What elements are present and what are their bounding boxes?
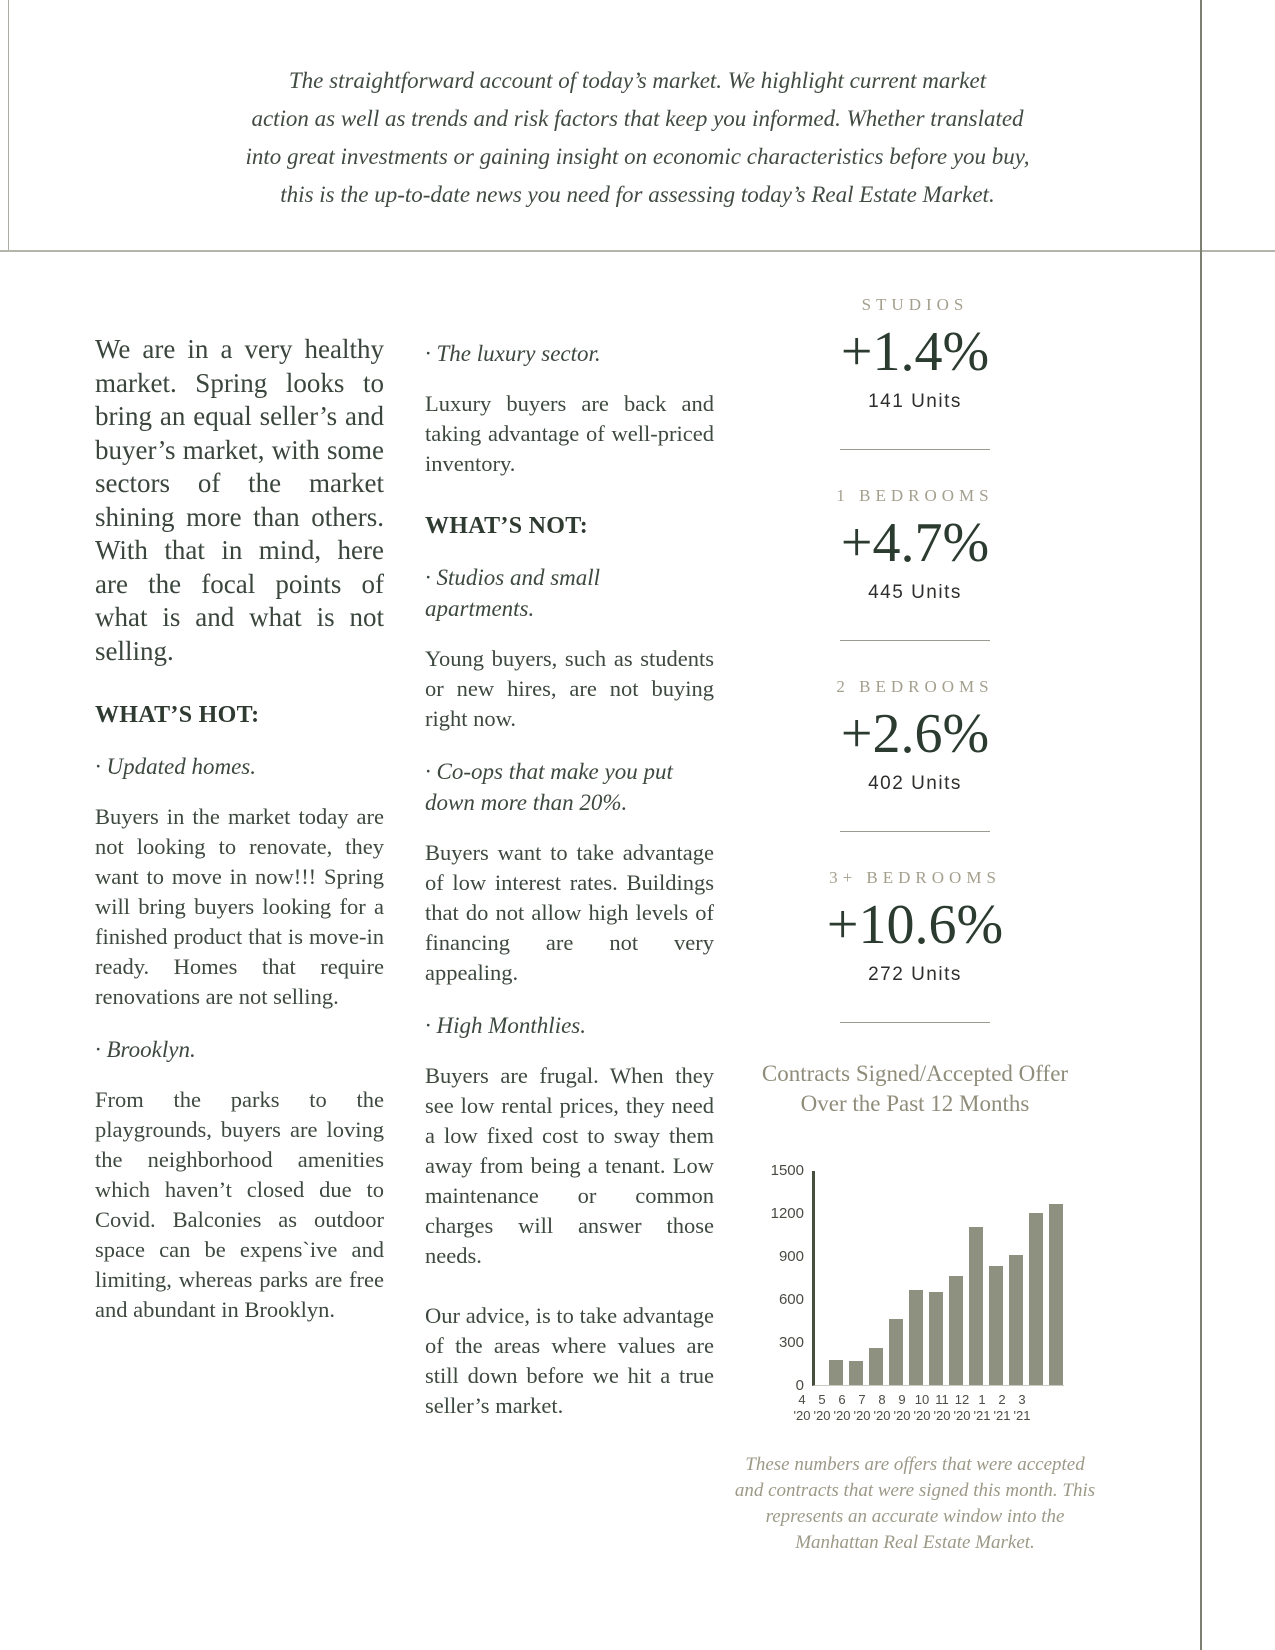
paragraph: From the parks to the playgrounds, buyers are loving the neighborhood amenities which haven’t closed due to Covid. Balconies as outdoor space can be expens`ive and limiting, whereas parks are free and abundant in Brooklyn. (95, 1087, 384, 1322)
bullet-high-monthlies: · High Monthlies. (425, 1013, 586, 1038)
stat-units: 272 Units (868, 964, 962, 985)
bar (909, 1290, 923, 1385)
chart-y-ticks (766, 1162, 812, 1394)
bar (849, 1361, 863, 1385)
stat-block-studios (732, 295, 1098, 413)
y-tick-label: 1500 (770, 1162, 804, 1179)
stat-percentage: +2.6% (840, 703, 990, 765)
x-tick-label: 9 '20 (893, 1392, 911, 1423)
intro-line: The straightforward account of today’s market. We highlight current market (288, 68, 987, 93)
bullet-updated-homes: · Updated homes. (95, 754, 256, 779)
x-tick-label: 10 '20 (913, 1392, 931, 1423)
bar (1009, 1255, 1023, 1385)
top-divider-rule (0, 250, 1275, 252)
paragraph: Buyers are frugal. When they see low rental prices, they need a low fixed cost to sway them away from being a tenant. Low maintenance or common charges will answer those needs. (425, 1063, 714, 1268)
divider (840, 449, 990, 450)
intro-line: action as well as trends and risk factors that keep you informed. Whether translated (251, 106, 1024, 131)
bar (889, 1319, 903, 1385)
x-tick-label: 12 '20 (953, 1392, 971, 1423)
x-tick-label: 4 '20 (793, 1392, 811, 1423)
x-tick-label: 6 '20 (833, 1392, 851, 1423)
y-tick-label: 900 (778, 1248, 804, 1265)
intro-line: this is the up-to-date news you need for assessing today’s Real Estate Market. (280, 182, 995, 207)
stats-column (732, 295, 1098, 1556)
divider (840, 831, 990, 832)
y-tick-label: 300 (778, 1334, 804, 1351)
bar (1049, 1204, 1063, 1385)
bar (1029, 1213, 1043, 1385)
chart-note: These numbers are offers that were accepted and contracts that were signed this month. This represents an accurate window into the Manhattan Real Estate Market. (734, 1454, 1096, 1553)
left-column (95, 333, 384, 1325)
bar (829, 1360, 843, 1385)
stat-percentage: +1.4% (840, 321, 990, 383)
bullet-luxury-sector: · The luxury sector. (425, 341, 601, 366)
bullet-brooklyn: · Brooklyn. (95, 1037, 196, 1062)
y-tick-label: 0 (795, 1377, 804, 1394)
paragraph: Luxury buyers are back and taking advantage of well-priced inventory. (425, 391, 714, 476)
bar (989, 1266, 1003, 1385)
stat-units: 141 Units (868, 391, 962, 412)
heading-whats-hot: WHAT’S HOT: (95, 702, 260, 728)
chart-plot (812, 1171, 1064, 1386)
bar (949, 1276, 963, 1385)
paragraph: Young buyers, such as students or new hires, are not buying right now. (425, 646, 714, 731)
chart-title: Contracts Signed/Accepted Offer Over the Past 12 Months (761, 1061, 1069, 1116)
paragraph-advice: Our advice, is to take advantage of the areas where values are still down before we hit a true seller’s market. (425, 1303, 714, 1418)
stat-block-3plus-bedrooms (732, 868, 1098, 986)
bar (969, 1227, 983, 1385)
stat-percentage: +4.7% (840, 512, 990, 574)
stat-units: 402 Units (868, 773, 962, 794)
y-tick-label: 600 (778, 1291, 804, 1308)
x-tick-label: 5 '20 (813, 1392, 831, 1423)
x-tick-label: 11 '20 (933, 1392, 951, 1423)
stat-label: STUDIOS (861, 295, 969, 314)
chart-x-labels (795, 1392, 1098, 1424)
x-tick-label: 8 '20 (873, 1392, 891, 1423)
intro-text (0, 62, 1275, 214)
bar (929, 1292, 943, 1385)
y-tick-label: 1200 (770, 1205, 804, 1222)
bar (869, 1348, 883, 1385)
bullet-coops: · Co-ops that make you put down more than 20%. (425, 759, 673, 815)
divider (840, 1022, 990, 1023)
x-tick-label: 3 '21 (1013, 1392, 1031, 1423)
stat-block-1-bedrooms (732, 486, 1098, 604)
stat-label: 1 BEDROOMS (836, 486, 994, 505)
heading-whats-not: WHAT’S NOT: (425, 513, 589, 539)
x-tick-label: 7 '20 (853, 1392, 871, 1423)
lead-paragraph: We are in a very healthy market. Spring looks to bring an equal seller’s and buyer’s market, with some sectors of the market shining more than others. With that in mind, here are the focal points of what is and what is not selling. (95, 334, 384, 666)
x-tick-label: 1 '21 (973, 1392, 991, 1423)
stat-label: 3+ BEDROOMS (829, 868, 1001, 887)
contracts-bar-chart (732, 1162, 1098, 1394)
bullet-studios: · Studios and small apartments. (425, 565, 601, 621)
intro-line: into great investments or gaining insight on economic characteristics before you buy, (245, 144, 1030, 169)
paragraph: Buyers want to take advantage of low interest rates. Buildings that do not allow high levels of financing are not very appealing. (425, 840, 714, 985)
stat-percentage: +10.6% (826, 894, 1004, 956)
stat-block-2-bedrooms (732, 677, 1098, 795)
paragraph: Buyers in the market today are not looking to renovate, they want to move in now!!! Spring will bring buyers looking for a finished product that is move-in ready. Homes that require renovations are not selling. (95, 804, 384, 1009)
divider (840, 640, 990, 641)
right-border-rule (1200, 0, 1202, 1650)
stat-label: 2 BEDROOMS (836, 677, 994, 696)
stat-units: 445 Units (868, 582, 962, 603)
middle-column (425, 338, 714, 1421)
x-tick-label: 2 '21 (993, 1392, 1011, 1423)
